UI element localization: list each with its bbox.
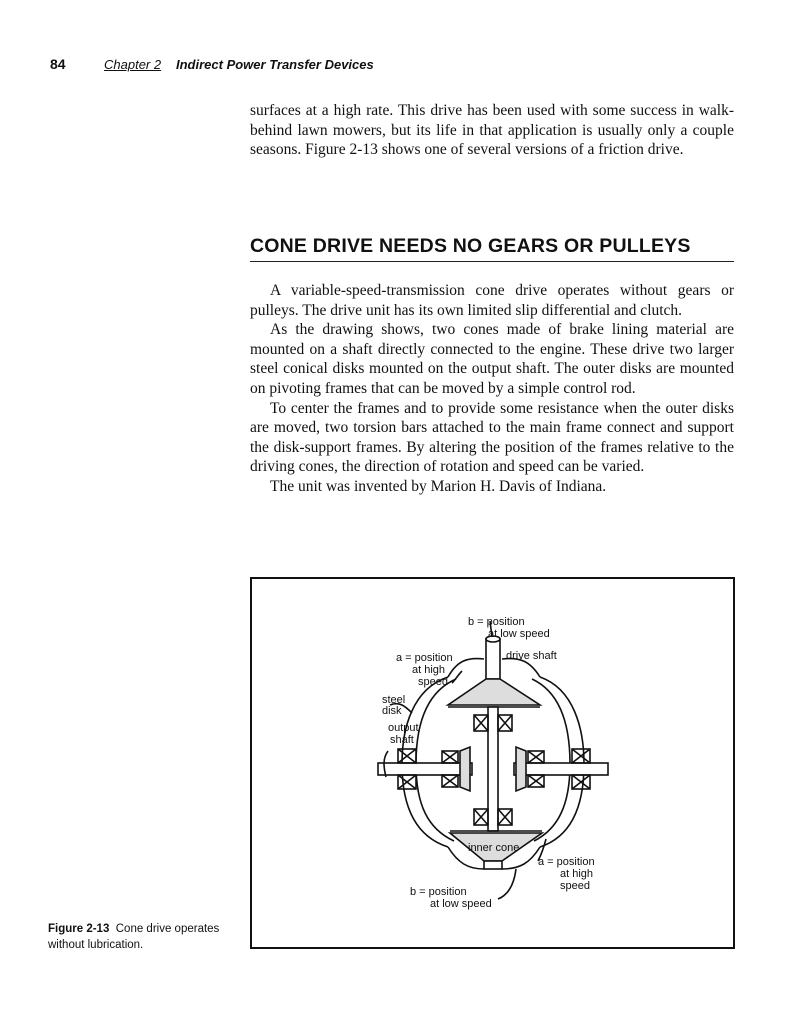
caption-label: Figure 2-13 bbox=[48, 923, 110, 935]
section-heading: CONE DRIVE NEEDS NO GEARS OR PULLEYS bbox=[250, 235, 734, 262]
label-drive-shaft: drive shaft bbox=[506, 650, 557, 662]
drive-shaft bbox=[486, 639, 500, 679]
paragraph: As the drawing shows, two cones made of brake lining material are mounted on a shaft directly connected to the engine. These drive two larger steel conical disks mounted on the output shaft. The outer disks are mounted on pivoting frames that can be moved by a simple control rod. bbox=[250, 321, 734, 397]
figure-caption bbox=[48, 921, 223, 953]
label-b-bottom-1: b = position bbox=[410, 886, 467, 898]
chapter-title: Indirect Power Transfer Devices bbox=[176, 57, 374, 72]
left-frame bbox=[402, 677, 448, 847]
cone-drive-diagram bbox=[252, 579, 733, 947]
figure-frame bbox=[250, 577, 735, 949]
chapter-label: Chapter 2 bbox=[104, 57, 162, 72]
label-b-top-2: at low speed bbox=[488, 628, 550, 640]
steel-disk-right bbox=[516, 747, 526, 791]
paragraph: The unit was invented by Marion H. Davis of Indiana. bbox=[270, 477, 607, 495]
label-a-left-3: speed bbox=[418, 676, 448, 688]
paragraph: A variable-speed-transmission cone drive operates without gears or pulleys. The drive unit has its own limited slip differential and clutch. bbox=[250, 282, 734, 319]
label-output-shaft-1: output bbox=[388, 722, 419, 734]
section-body bbox=[250, 281, 734, 497]
output-shaft-left bbox=[378, 763, 472, 775]
label-output-shaft-2: shaft bbox=[390, 734, 414, 746]
label-inner-cone: inner cone bbox=[468, 842, 520, 854]
paragraph: surfaces at a high rate. This drive has been used with some success in walk-behind lawn mowers, but its life in that application is usually only a couple seasons. Figure 2-13 shows one of several versions of a friction drive. bbox=[250, 102, 734, 159]
caption-text: Cone drive operates without lubrication. bbox=[48, 923, 220, 951]
label-b-top-1: b = position bbox=[468, 616, 525, 628]
steel-disk-left bbox=[460, 747, 470, 791]
label-a-right-3: speed bbox=[560, 880, 590, 892]
page-number: 84 bbox=[50, 56, 66, 72]
label-a-right-1: a = position bbox=[538, 856, 595, 868]
right-frame bbox=[540, 677, 584, 847]
central-shaft bbox=[488, 707, 498, 831]
label-b-bottom-2: at low speed bbox=[430, 898, 492, 910]
label-steel-disk-2: disk bbox=[382, 705, 402, 717]
intro-paragraph bbox=[250, 101, 734, 160]
label-a-right-2: at high bbox=[560, 868, 594, 880]
label-a-left-1: a = position bbox=[396, 652, 453, 664]
label-a-left-2: at high bbox=[412, 664, 446, 676]
paragraph: To center the frames and to provide some resistance when the outer disks are moved, two torsion bars attached to the main frame connect and support the disk-support frames. By altering the position of the frames relative to the driving cones, the direction of rotation and speed can be varied. bbox=[250, 399, 734, 476]
upper-cone bbox=[448, 679, 540, 705]
label-steel-disk-1: steel bbox=[382, 694, 406, 706]
output-shaft-right bbox=[514, 763, 608, 775]
